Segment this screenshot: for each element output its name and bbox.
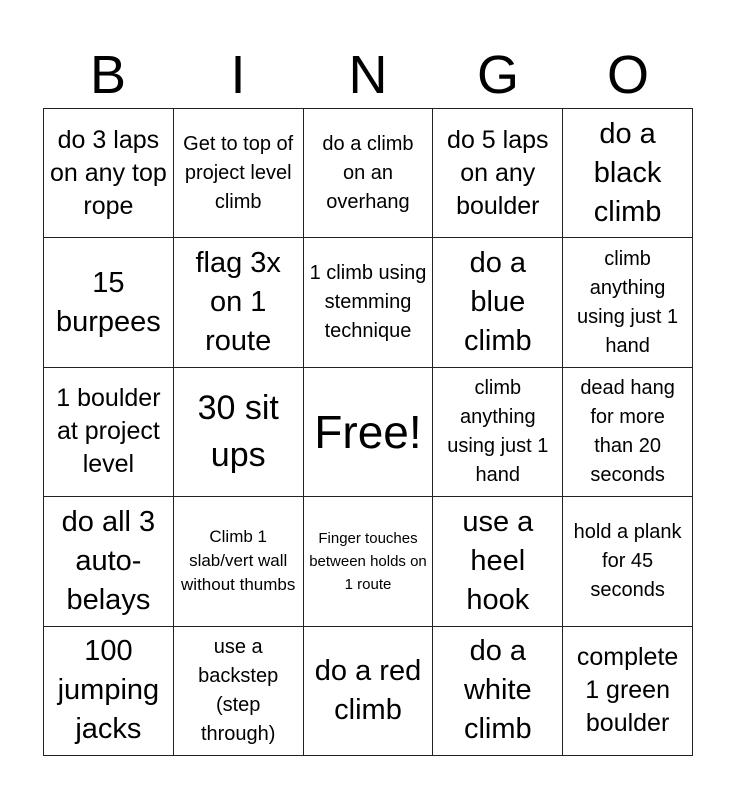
bingo-cell[interactable]	[563, 627, 693, 756]
header-letter-i: I	[230, 45, 246, 105]
bingo-cell[interactable]	[563, 238, 693, 367]
bingo-cell[interactable]	[174, 238, 304, 367]
bingo-cell[interactable]	[433, 238, 563, 367]
bingo-cell[interactable]	[174, 368, 304, 497]
cell-text: 1 climb using stemming technique	[309, 262, 427, 343]
bingo-cell[interactable]	[304, 497, 434, 626]
bingo-cell[interactable]	[44, 238, 174, 367]
cell-text: Finger touches between holds on 1 route	[309, 529, 427, 593]
cell-text: hold a plank for 45 seconds	[573, 520, 682, 601]
bingo-cell[interactable]	[433, 109, 563, 238]
bingo-cell[interactable]	[433, 368, 563, 497]
cell-text: complete 1 green boulder	[576, 643, 679, 738]
cell-text: dead hang for more than 20 seconds	[580, 376, 675, 486]
cell-text: 1 boulder at project level	[56, 384, 161, 479]
cell-text: 30 sit ups	[197, 388, 279, 474]
bingo-cell[interactable]	[304, 627, 434, 756]
cell-text: Climb 1 slab/vert wall without thumbs	[181, 527, 296, 595]
bingo-cell[interactable]	[44, 368, 174, 497]
cell-text: climb anything using just 1 hand	[577, 247, 679, 357]
bingo-cell[interactable]	[433, 497, 563, 626]
bingo-header	[43, 42, 693, 108]
bingo-cell[interactable]	[563, 368, 693, 497]
bingo-cell[interactable]	[174, 109, 304, 238]
cell-text: do a black climb	[593, 117, 662, 228]
bingo-cell[interactable]	[174, 497, 304, 626]
header-letter-o: O	[606, 45, 649, 105]
cell-text: flag 3x on 1 route	[195, 247, 281, 358]
cell-text: do 3 laps on any top rope	[50, 125, 167, 220]
cell-text: do all 3 auto-belays	[61, 505, 156, 616]
header-letter-b: B	[89, 45, 127, 105]
cell-text: use a backstep (step through)	[198, 635, 279, 745]
bingo-cell[interactable]	[563, 497, 693, 626]
header-letter-g: G	[476, 45, 519, 105]
bingo-cell[interactable]	[174, 627, 304, 756]
bingo-grid	[43, 108, 693, 756]
cell-text: Get to top of project level climb	[183, 132, 294, 213]
bingo-cell[interactable]	[44, 627, 174, 756]
bingo-cell[interactable]	[433, 627, 563, 756]
cell-text: 15 burpees	[55, 266, 161, 338]
cell-text: do 5 laps on any boulder	[447, 125, 549, 220]
bingo-cell[interactable]	[563, 109, 693, 238]
cell-text: do a blue climb	[463, 247, 532, 358]
cell-text: do a red climb	[314, 654, 422, 726]
cell-text: use a heel hook	[462, 505, 534, 616]
bingo-cell[interactable]	[44, 497, 174, 626]
cell-text: climb anything using just 1 hand	[447, 376, 549, 486]
cell-text: do a white climb	[463, 635, 532, 746]
cell-text: 100 jumping jacks	[57, 635, 160, 746]
header-letter-n: N	[348, 45, 388, 105]
bingo-cell[interactable]	[304, 238, 434, 367]
cell-text: do a climb on an overhang	[322, 132, 414, 213]
free-space-cell[interactable]	[304, 368, 434, 497]
bingo-cell[interactable]	[44, 109, 174, 238]
free-space-label: Free!	[314, 405, 422, 458]
bingo-cell[interactable]	[304, 109, 434, 238]
